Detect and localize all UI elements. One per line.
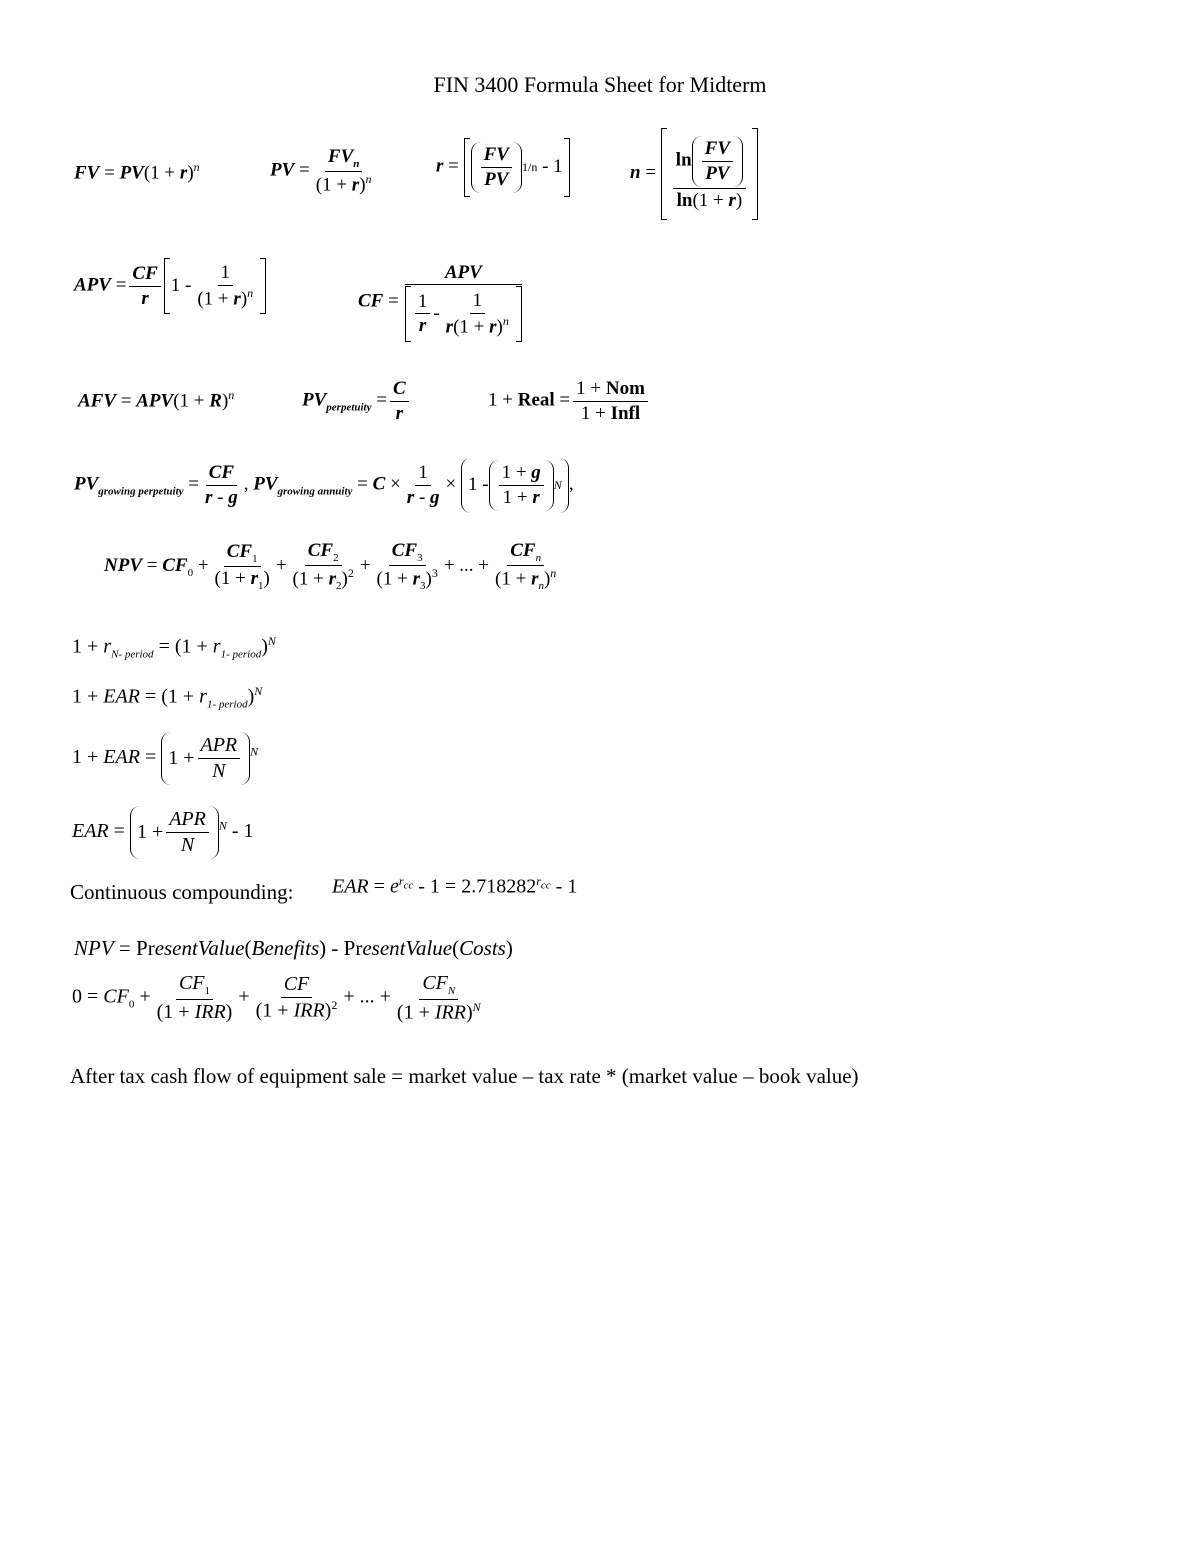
formula-ear-period: 1 + EAR = $(1 + r_{1- period})^N$ (72, 684, 263, 711)
formula-apv: APV = $\frac{CF}{r}$ 1 - $\frac{1}{(1 + r)^n}$ (74, 258, 266, 314)
formula-npv: NPV = $CF_0$ + $\frac{CF_1}{(1 + r_1)}$ + $\frac{CF_2}{(1 + r_2)^2}$ + $\frac{CF_3}{(1 + r_3)^3}$ + ... + $\frac{CF_n}{(1 + r_n)^n}$ (104, 540, 557, 593)
formula-irr: $0 = CF_0$ + $\frac{CF_1}{\text{(1 + IRR)}}$ + $\frac{CF}{(1 + IRR)^2}$ + ... + $\frac{CF_N}{(1 + IRR)^N}$ (72, 972, 481, 1024)
formula-n-period: $1 + r_{N- period} = (1 + r_{1- period})^N$ (72, 634, 276, 661)
formula-continuous: EAR = $e^{r_{cc}} - 1 = 2.718282^{r_{cc}} - 1$ (332, 874, 578, 898)
formula-ear: EAR = 1 + $\frac{\text{APR}}{N}$ $^N$ - 1 (72, 806, 254, 859)
formula-afv: AFV = $APV(1 + R)^n$ (78, 388, 235, 412)
formula-fv: FV = $PV(1 + r)^n$ (74, 160, 200, 184)
after-tax-text: After tax cash flow of equipment sale = market value – tax rate * (market value – book value) (70, 1064, 859, 1088)
continuous-label: Continuous compounding: (70, 880, 294, 904)
formula-r: r = $\frac{FV}{PV}$ 1/n - 1 (436, 138, 570, 197)
formula-npv-def: NPV = PresentValue(Benefits) - PresentValue(Costs) (74, 936, 513, 960)
formula-fisher: 1 + Real = $\frac{\text{1 + Nom}}{\text{1 + Infl}}$ (488, 378, 651, 425)
formula-growing: $PV_{growing perpetuity}$ = $\frac{CF}{r - g}$ , $PV_{growing annuity} = C$ × $\frac{1}{r - g}$ × 1 - $\frac{1 + g}{1 + r}$ N , (74, 458, 574, 513)
formula-ear-apr: 1 + EAR = 1 + $\frac{\text{APR}}{N}$ $^N$ (72, 732, 258, 785)
formula-cf: CF = APV $\frac{1}{r}$ - $\frac{1}{r(1 + r)^n}$ (358, 262, 528, 342)
formula-perpetuity: $PV_{perpetuity}$ = $\frac{C}{r}$ (302, 378, 412, 425)
formula-n: n = ln $\frac{FV}{PV}$ ln(1 + r) (630, 128, 758, 220)
formula-pv: PV = $\frac{FV_n}{(1 + r)^n}$ (270, 146, 372, 196)
page-title: FIN 3400 Formula Sheet for Midterm (433, 72, 767, 97)
